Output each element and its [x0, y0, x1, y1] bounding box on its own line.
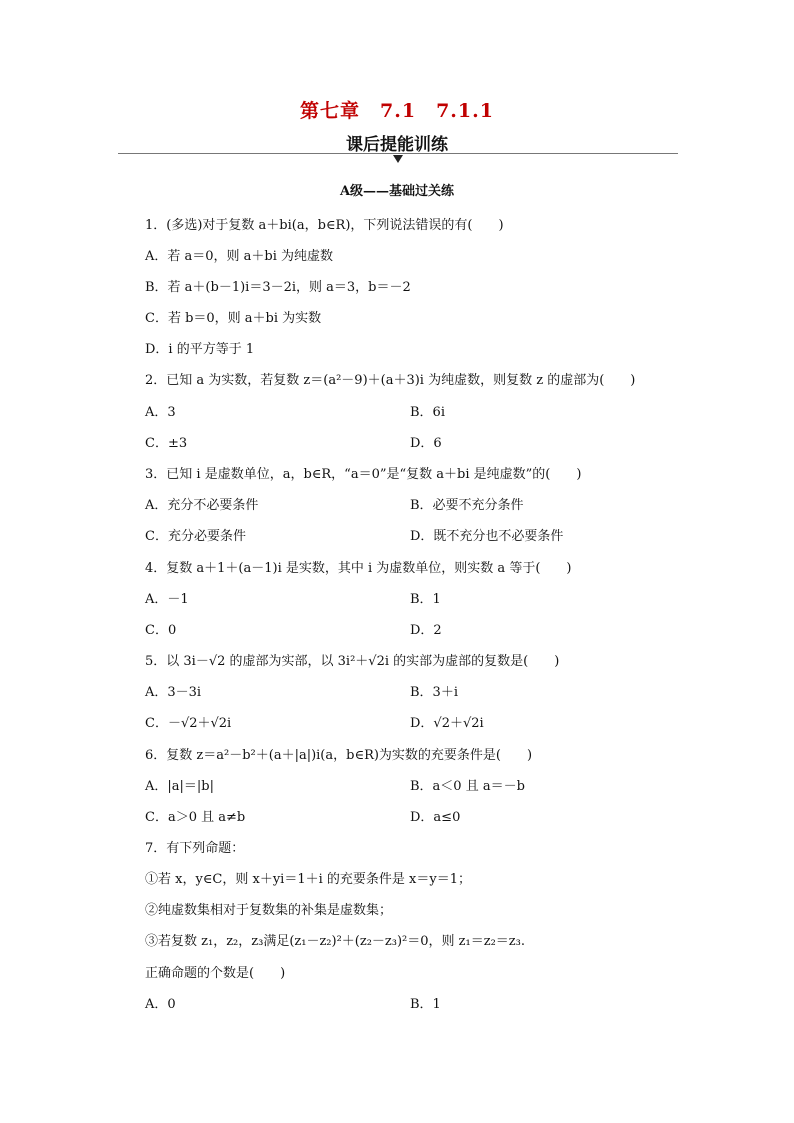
- page-subtitle: 课后提能训练: [346, 135, 448, 155]
- question-3-stem: 3．已知 i 是虚数单位，a，b∈R，“a＝0”是“复数 a＋bi 是纯虚数”的( ): [145, 467, 582, 482]
- question-2-option-b: B．6i: [410, 405, 445, 420]
- question-7-option-b: B．1: [410, 997, 441, 1012]
- question-3-option-a: A．充分不必要条件: [145, 498, 259, 513]
- question-5-option-b: B．3＋i: [410, 685, 458, 700]
- question-5-option-a: A．3－3i: [145, 685, 202, 700]
- question-5-option-c: C．－√2＋√2i: [145, 716, 232, 731]
- question-7-stem: 7．有下列命题：: [145, 841, 245, 856]
- question-7-statement-1: ①若 x，y∈C，则 x＋yi＝1＋i 的充要条件是 x＝y＝1；: [145, 872, 471, 887]
- question-4-option-d: D．2: [410, 623, 442, 638]
- triangle-marker-icon: [393, 155, 403, 163]
- question-7-prompt: 正确命题的个数是( ): [145, 966, 286, 981]
- question-4-option-c: C．0: [145, 623, 177, 638]
- question-2-option-c: C．±3: [145, 436, 188, 451]
- question-3-option-b: B．必要不充分条件: [410, 498, 524, 513]
- question-4-option-a: A．－1: [145, 592, 189, 607]
- chapter-title: 第七章 7.1 7.1.1: [300, 100, 494, 122]
- question-1-option-a: A．若 a＝0，则 a＋bi 为纯虚数: [145, 249, 334, 264]
- question-5-option-d: D．√2＋√2i: [410, 716, 484, 731]
- question-2-option-d: D．6: [410, 436, 442, 451]
- question-1-option-b: B．若 a＋(b－1)i＝3－2i，则 a＝3，b＝－2: [145, 280, 411, 295]
- question-1-option-d: D．i 的平方等于 1: [145, 342, 255, 357]
- question-5-stem: 5．以 3i－√2 的虚部为实部，以 3i²＋√2i 的实部为虚部的复数是( ): [145, 654, 560, 669]
- question-6-option-d: D．a≤0: [410, 810, 461, 825]
- question-7-statement-3: ③若复数 z₁，z₂，z₃满足(z₁－z₂)²＋(z₂－z₃)²＝0，则 z₁＝z₂＝z₃.: [145, 934, 525, 949]
- question-7-option-a: A．0: [145, 997, 176, 1012]
- question-6-option-b: B．a＜0 且 a＝－b: [410, 779, 525, 794]
- question-3-option-d: D．既不充分也不必要条件: [410, 529, 564, 544]
- question-2-option-a: A．3: [145, 405, 176, 420]
- question-2-stem: 2．已知 a 为实数，若复数 z＝(a²－9)＋(a＋3)i 为纯虚数，则复数 z 的虚部为( ): [145, 373, 636, 388]
- question-7-statement-2: ②纯虚数集相对于复数集的补集是虚数集；: [145, 903, 393, 918]
- question-4-stem: 4．复数 a＋1＋(a－1)i 是实数，其中 i 为虚数单位，则实数 a 等于( ): [145, 561, 572, 576]
- title-divider: [118, 153, 678, 154]
- section-heading: A级——基础过关练: [339, 184, 455, 199]
- question-3-option-c: C．充分必要条件: [145, 529, 246, 544]
- question-1-stem: 1．(多选)对于复数 a＋bi(a，b∈R)，下列说法错误的有( ): [145, 218, 504, 233]
- question-6-option-c: C．a＞0 且 a≠b: [145, 810, 246, 825]
- question-6-option-a: A．|a|＝|b|: [145, 779, 214, 794]
- question-1-option-c: C．若 b＝0，则 a＋bi 为实数: [145, 311, 322, 326]
- question-6-stem: 6．复数 z＝a²－b²＋(a＋|a|)i(a，b∈R)为实数的充要条件是( ): [145, 748, 533, 763]
- question-4-option-b: B．1: [410, 592, 441, 607]
